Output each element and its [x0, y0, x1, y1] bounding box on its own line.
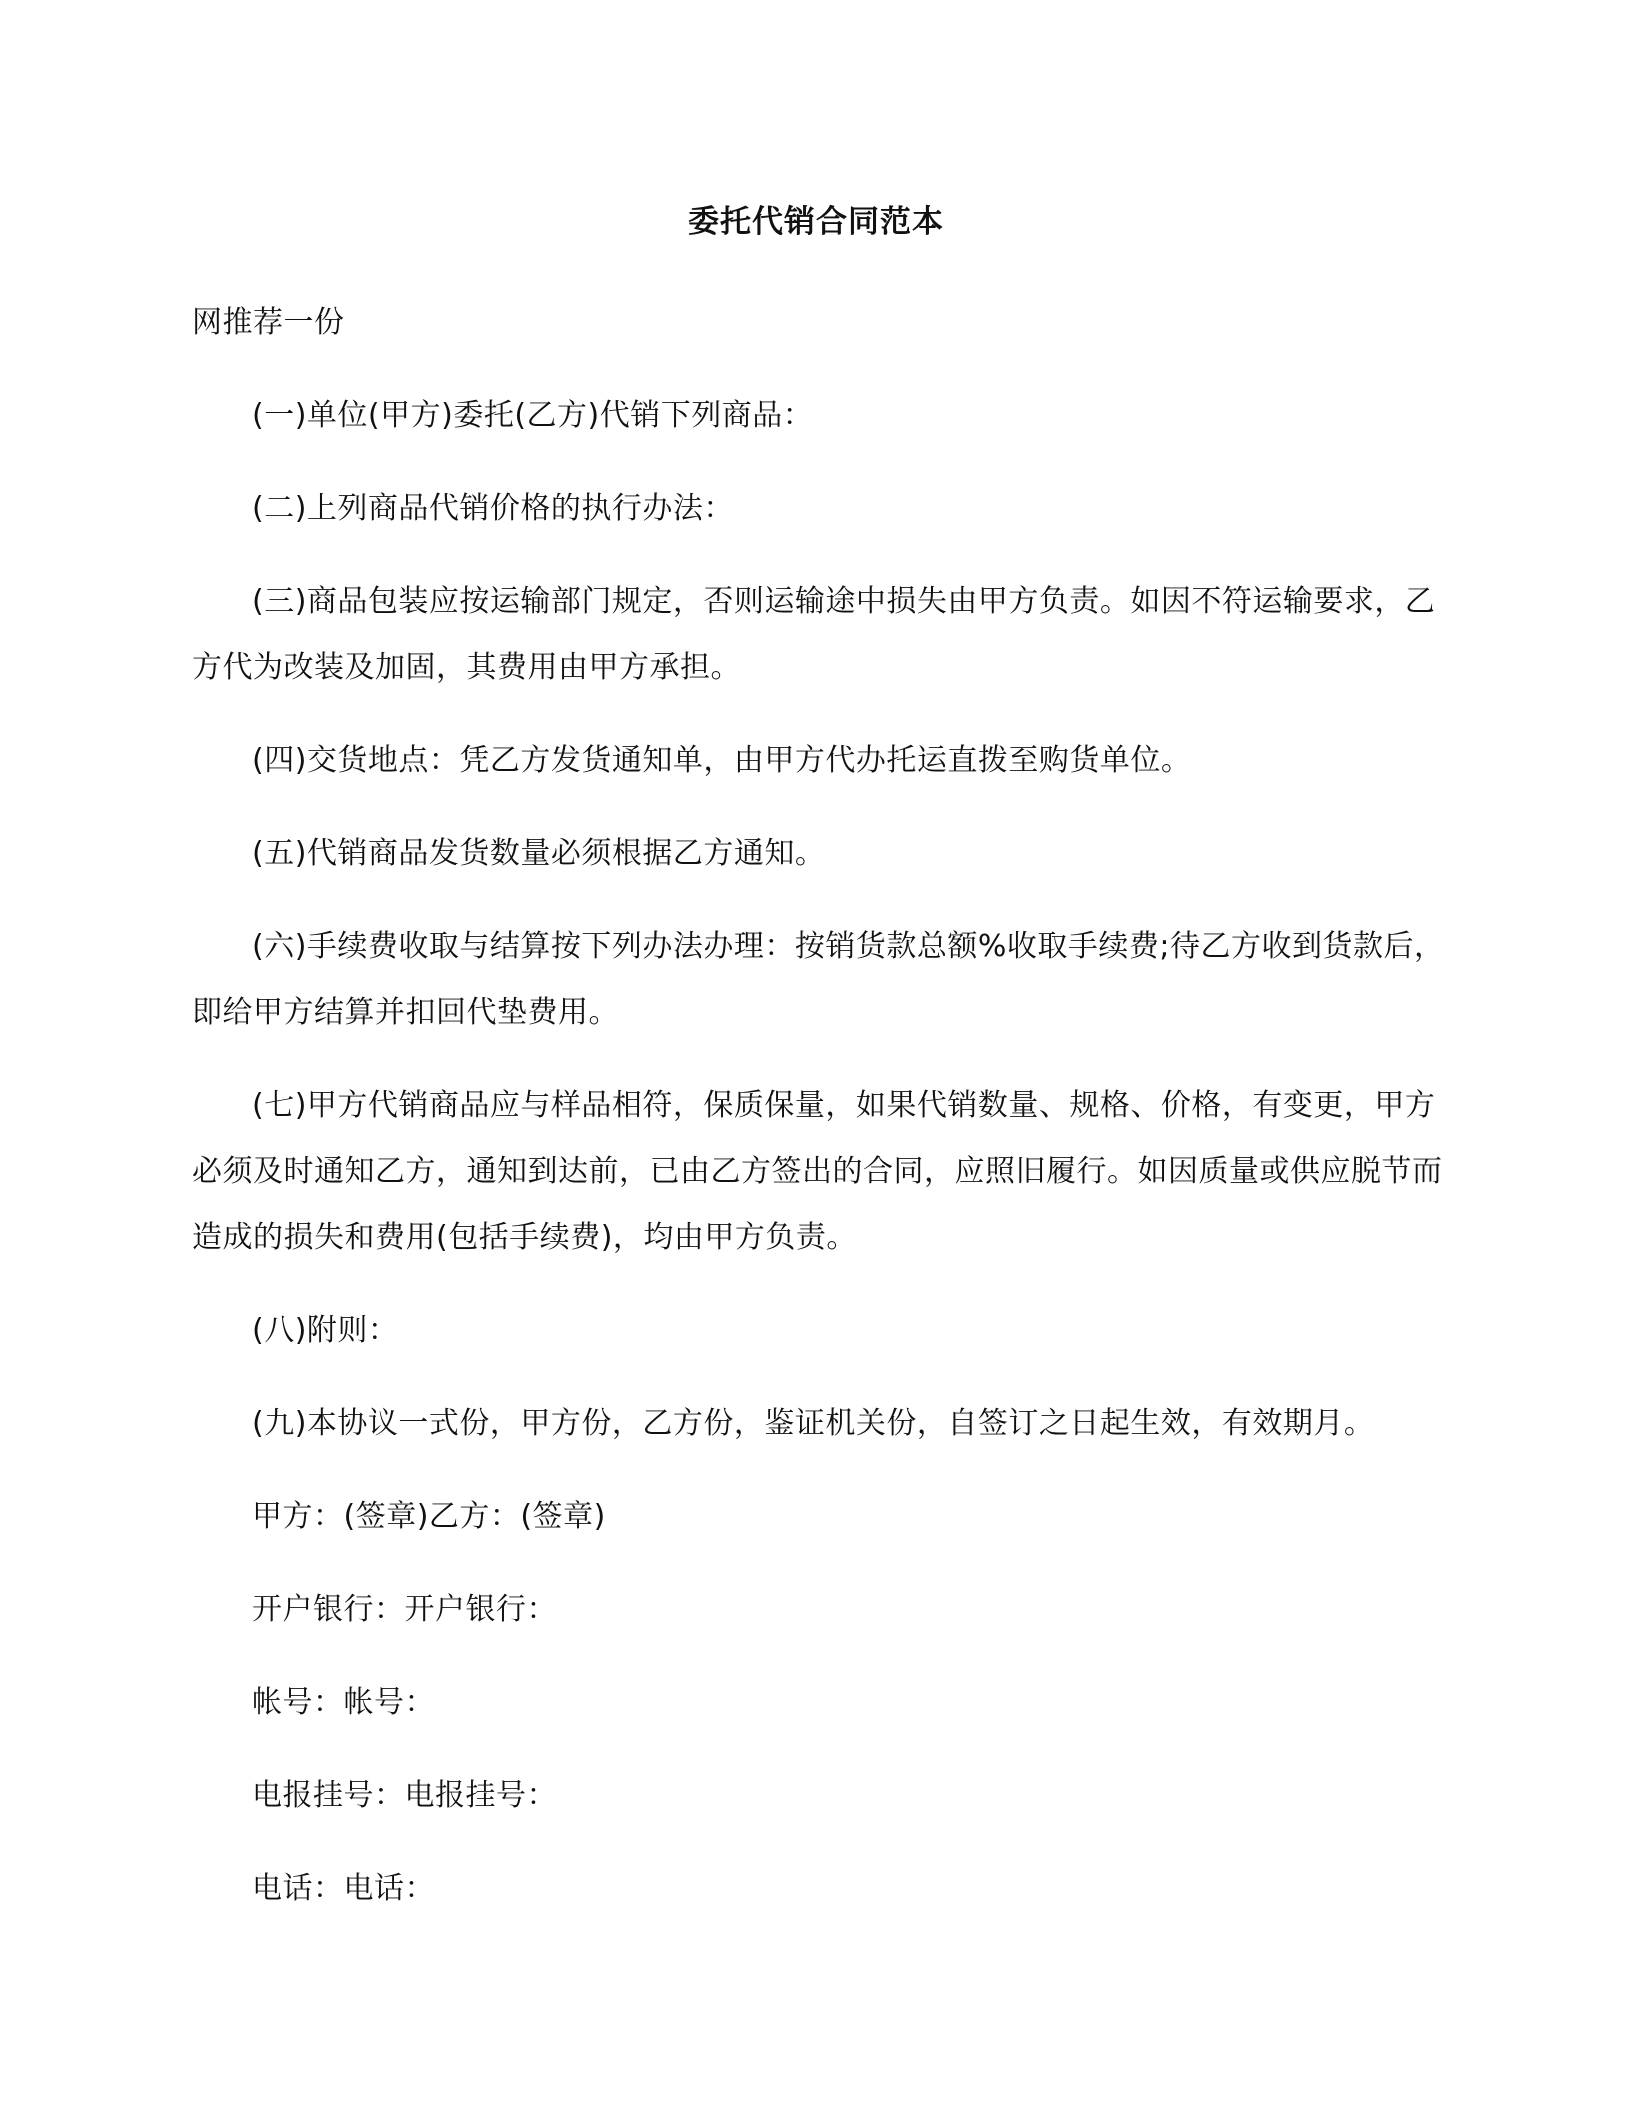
clause-9: (九)本协议一式份，甲方份，乙方份，鉴证机关份，自签订之日起生效，有效期月。 [252, 1406, 1375, 1441]
signature-phone: 电话：电话： [252, 1871, 435, 1906]
document-body [192, 290, 1460, 1949]
signature-account: 帐号：帐号： [252, 1685, 435, 1720]
signature-parties: 甲方：(签章)乙方：(签章) [252, 1499, 606, 1534]
clause-3: (三)商品包装应按运输部门规定，否则运输途中损失由甲方负责。如因不符运输要求，乙方代为改装及加固，其费用由甲方承担。 [192, 584, 1436, 685]
clause-8: (八)附则： [252, 1313, 399, 1348]
clause-4: (四)交货地点：凭乙方发货通知单，由甲方代办托运直拨至购货单位。 [252, 743, 1192, 778]
clause-7: (七)甲方代销商品应与样品相符，保质保量，如果代销数量、规格、价格，有变更，甲方必须及时通知乙方，通知到达前，已由乙方签出的合同，应照旧履行。如因质量或供应脱节而造成的损失和费用(包括手续费)，均由甲方负责。 [192, 1088, 1443, 1255]
clause-6: (六)手续费收取与结算按下列办法办理：按销货款总额%收取手续费;待乙方收到货款后，即给甲方结算并扣回代垫费用。 [192, 929, 1445, 1030]
clause-2: (二)上列商品代销价格的执行办法： [252, 491, 734, 526]
source-line: 网推荐一份 [192, 305, 345, 340]
document-title: 委托代销合同范本 [688, 204, 944, 240]
signature-bank: 开户银行：开户银行： [252, 1592, 557, 1627]
clause-1: (一)单位(甲方)委托(乙方)代销下列商品： [252, 398, 814, 433]
clause-5: (五)代销商品发货数量必须根据乙方通知。 [252, 836, 826, 871]
signature-telegraph: 电报挂号：电报挂号： [252, 1778, 557, 1813]
